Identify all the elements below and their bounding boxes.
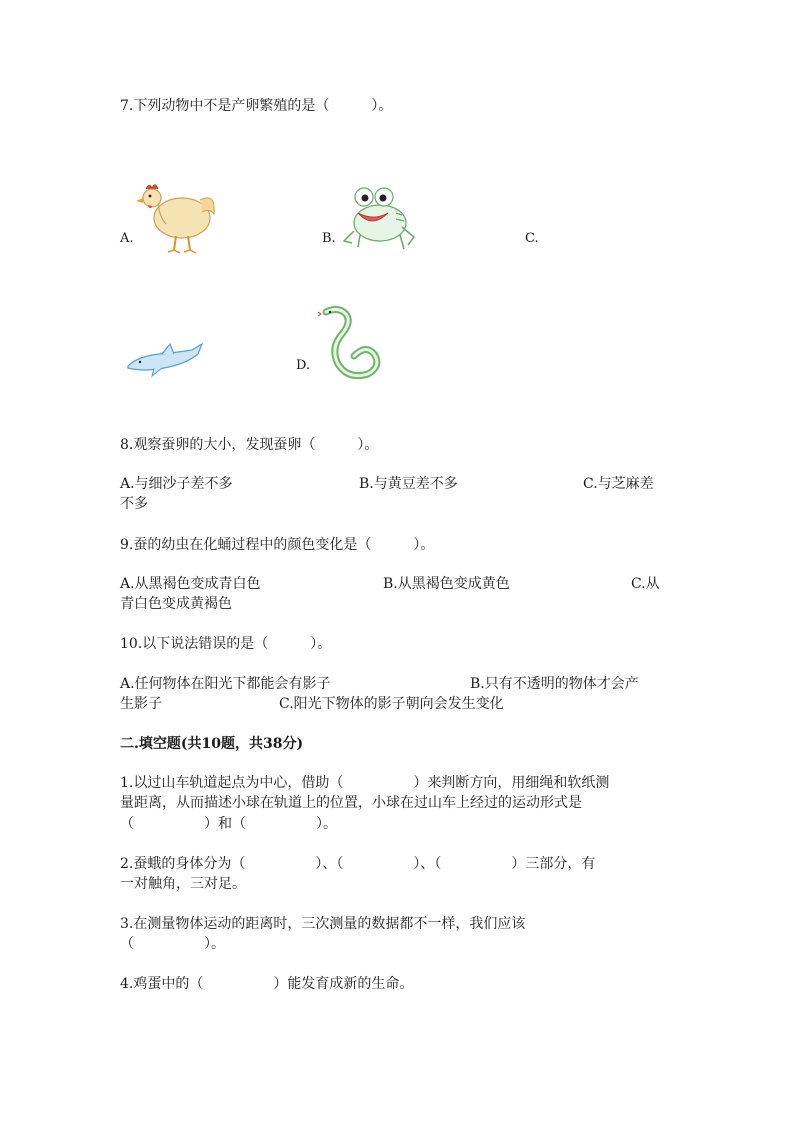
q8-option-b: B.与黄豆差不多 — [359, 476, 458, 492]
hen-icon — [130, 178, 220, 260]
fill-3-line-2: （ ）。 — [120, 936, 225, 952]
fill-2-line-2: 一对触角，三对足。 — [120, 876, 246, 892]
q8-option-c: C.与芝麻差 — [583, 476, 654, 492]
q9-option-c: C.从 — [631, 576, 660, 592]
q9-option-b: B.从黑褐色变成黄色 — [383, 576, 510, 592]
q9-option-a: A.从黑褐色变成青白色 — [120, 576, 261, 592]
q7-stem: 7.下列动物中不是产卵繁殖的是（ ）。 — [120, 98, 393, 114]
frog-icon — [338, 183, 420, 255]
fill-1-line-3: （ ）和（ ）。 — [120, 816, 337, 832]
q8-stem: 8.观察蚕卵的大小，发现蚕卵（ ）。 — [120, 437, 379, 453]
snake-icon — [318, 304, 384, 382]
fill-1-line-1: 1.以过山车轨道起点为中心，借助（ ）来判断方向，用细绳和软纸测 — [120, 775, 610, 791]
q9-option-c-continued: 青白色变成黄褐色 — [120, 596, 232, 612]
q10-stem: 10.以下说法错误的是（ ）。 — [120, 636, 332, 652]
q10-option-c: C.阳光下物体的影子朝向会发生变化 — [279, 696, 504, 712]
q7-option-d-label: D. — [296, 358, 311, 373]
q8-option-c-continued: 不多 — [120, 496, 148, 512]
q7-option-b-label: B. — [322, 231, 336, 246]
fill-4-line-1: 4.鸡蛋中的（ ）能发育成新的生命。 — [120, 976, 414, 992]
fill-3-line-1: 3.在测量物体运动的距离时，三次测量的数据都不一样，我们应该 — [120, 916, 526, 932]
section-title-fill-in: 二.填空题(共10题，共38分) — [120, 736, 304, 752]
fill-1-line-2: 量距离，从而描述小球在轨道上的位置，小球在过山车上经过的运动形式是 — [120, 795, 582, 811]
dolphin-icon — [124, 340, 206, 380]
fill-2-line-1: 2.蚕蛾的身体分为（ ）、（ ）、（ ）三部分，有 — [120, 856, 596, 872]
q10-option-b: B.只有不透明的物体才会产 — [470, 676, 639, 692]
q7-option-a-label: A. — [120, 231, 134, 246]
q8-option-a: A.与细沙子差不多 — [120, 476, 233, 492]
q10-option-b-continued: 生影子 — [120, 696, 162, 712]
q10-option-a: A.任何物体在阳光下都能会有影子 — [120, 676, 331, 692]
q9-stem: 9.蚕的幼虫在化蛹过程中的颜色变化是（ ）。 — [120, 537, 435, 553]
q7-option-c-label: C. — [525, 231, 539, 246]
